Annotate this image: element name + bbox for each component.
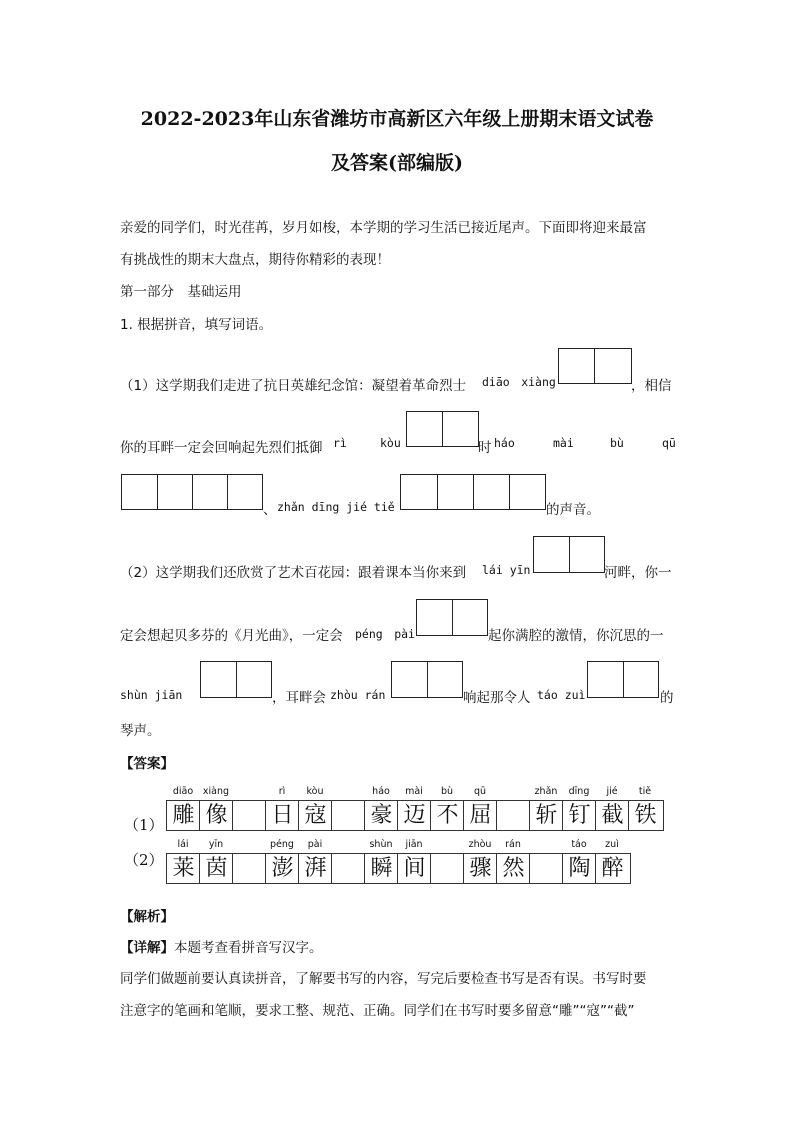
answer-pinyin: jiān <box>405 839 423 850</box>
answer-pinyin: jié <box>606 786 618 797</box>
answer-cell: 迈 <box>397 801 431 830</box>
answer-pinyin: zhǎn <box>534 786 558 797</box>
answer-row1-label: （1） <box>124 816 164 834</box>
answer-cell: 截 <box>595 801 629 830</box>
answer-pinyin: zhòu <box>468 839 492 850</box>
answer-pinyin: bù <box>440 786 454 797</box>
s2-pinyin-laiyin: lái yīn <box>482 563 531 577</box>
s1-pinyin-bu: bù <box>610 436 624 450</box>
answer-pinyin: qū <box>473 786 487 797</box>
answer-cell: 斩 <box>529 801 563 830</box>
s2-text-f: 响起那令人 <box>463 690 531 706</box>
s2-pinyin-pengpai: péng pài <box>355 627 415 641</box>
answer-box-laiyin[interactable] <box>533 536 605 573</box>
detail-line2: 同学们做题前要认真读拼音，了解要书写的内容，写完后要检查书写是否有误。书写时要 <box>120 971 647 987</box>
s1-pinyin-diaoxiang: diāo xiàng <box>482 375 556 389</box>
s2-text-c: 定会想起贝多芬的《月光曲》，一定会 <box>120 628 343 644</box>
answer-pinyin: tiě <box>638 786 652 797</box>
answer-cell: 屈 <box>463 801 497 830</box>
answer-pinyin: shùn <box>369 839 393 850</box>
s1-pinyin-hao: háo <box>494 436 515 450</box>
answer-pinyin: xiàng <box>202 786 230 797</box>
answer-cell: 铁 <box>628 801 662 830</box>
answer-box-zhouran[interactable] <box>391 661 463 698</box>
s2-text-e: ，耳畔会 <box>272 690 326 706</box>
answer-cell: 醉 <box>595 854 629 883</box>
answer-cell: 陶 <box>562 854 596 883</box>
answer-cell <box>232 854 266 883</box>
s1-text-c: 你的耳畔一定会回响起先烈们抵御 <box>120 440 323 456</box>
s2-text-a: （2）这学期我们还欣赏了艺术百花园：跟着课本当你来到 <box>120 565 467 581</box>
s1-pinyin-kou: kòu <box>380 436 401 450</box>
answer-cell: 湃 <box>298 854 332 883</box>
answer-cell <box>331 854 365 883</box>
answer-box-pengpai[interactable] <box>416 599 488 636</box>
s1-pinyin-zhandingjietie: zhǎn dīng jié tiě <box>277 500 395 514</box>
s2-text-d: 起你满腔的激情，你沉思的一 <box>488 628 664 644</box>
s1-text-e: 、 <box>263 502 277 518</box>
detail-line3: 注意字的笔画和笔顺，要求工整、规范、正确。同学们在书写时要多留意“雕”“寇”“截” <box>120 1003 635 1019</box>
s2-text-h: 琴声。 <box>120 723 161 739</box>
answer-cell: 寇 <box>298 801 332 830</box>
answer-label: 【答案】 <box>120 756 174 772</box>
answer-cell: 骤 <box>463 854 497 883</box>
answer-cell: 不 <box>430 801 464 830</box>
s2-pinyin-zhouran: zhòu rán <box>330 688 386 702</box>
answer-pinyin: mài <box>405 786 423 797</box>
answer-box-shunjian[interactable] <box>200 661 272 698</box>
answer-cell: 莱 <box>166 854 200 883</box>
s2-pinyin-taozui: táo zuì <box>537 688 586 702</box>
detail-text: 本题考查看拼音写汉字。 <box>174 940 323 956</box>
intro-line1: 亲爱的同学们，时光荏苒，岁月如梭，本学期的学习生活已接近尾声。下面即将迎来最富 <box>120 220 647 236</box>
answer-cell: 间 <box>397 854 431 883</box>
s1-text-d: 时 <box>478 440 492 456</box>
intro-line2: 有挑战性的期末大盘点，期待你精彩的表现！ <box>120 252 390 268</box>
answer-cell: 钉 <box>562 801 596 830</box>
answer-pinyin: zuì <box>605 839 619 850</box>
answer-pinyin: lái <box>177 839 189 850</box>
s2-text-g: 的 <box>660 690 674 706</box>
answer-pinyin: rì <box>278 786 286 797</box>
s2-pinyin-shunjian: shùn jiān <box>120 688 183 702</box>
answer-box-diaoxiang[interactable] <box>558 348 632 384</box>
answer-cell: 澎 <box>265 854 299 883</box>
answer-cell <box>232 801 266 830</box>
answer-cell: 日 <box>265 801 299 830</box>
answer-row-1 <box>166 800 664 831</box>
s1-text-f: 的声音。 <box>546 502 600 518</box>
s2-text-b: 河畔，你一 <box>604 565 672 581</box>
analysis-label: 【解析】 <box>120 909 174 925</box>
answer-pinyin: péng <box>270 839 294 850</box>
answer-pinyin: kòu <box>306 786 324 797</box>
answer-pinyin: pài <box>307 839 323 850</box>
answer-pinyin: dīng <box>568 786 590 797</box>
answer-cell: 然 <box>496 854 530 883</box>
answer-box-haomaibuqu[interactable] <box>121 474 263 510</box>
answer-cell: 豪 <box>364 801 398 830</box>
answer-row-2 <box>166 853 631 884</box>
answer-cell <box>331 801 365 830</box>
s1-text-b: ，相信 <box>631 378 672 394</box>
answer-pinyin: diāo <box>172 786 194 797</box>
answer-cell <box>430 854 464 883</box>
s1-pinyin-ri: rì <box>333 436 347 450</box>
answer-row2-label: （2） <box>124 851 164 869</box>
answer-pinyin: táo <box>571 839 587 850</box>
answer-box-rikou[interactable] <box>406 411 479 447</box>
answer-cell: 瞬 <box>364 854 398 883</box>
answer-cell <box>529 854 563 883</box>
s1-text-a: （1）这学期我们走进了抗日英雄纪念馆：凝望着革命烈士 <box>120 378 467 394</box>
answer-cell <box>496 801 530 830</box>
answer-box-zhandingjietie[interactable] <box>400 474 546 510</box>
question-1: 1. 根据拼音，填写词语。 <box>120 317 273 333</box>
answer-cell: 像 <box>199 801 233 830</box>
s1-pinyin-mai: mài <box>553 436 574 450</box>
detail-label: 【详解】 <box>120 940 174 956</box>
detail-line1 <box>120 936 323 956</box>
answer-box-taozui[interactable] <box>587 661 659 698</box>
part-heading: 第一部分 基础运用 <box>120 284 242 300</box>
answer-pinyin: háo <box>372 786 390 797</box>
answer-pinyin: rán <box>505 839 521 850</box>
page-title-line2: 及答案(部编版) <box>331 152 463 174</box>
page-title: 2022-2023年山东省潍坊市高新区六年级上册期末语文试卷 <box>140 108 654 130</box>
answer-cell: 茵 <box>199 854 233 883</box>
answer-pinyin: yīn <box>208 839 224 850</box>
answer-cell: 雕 <box>166 801 200 830</box>
s1-pinyin-qu: qū <box>662 436 676 450</box>
